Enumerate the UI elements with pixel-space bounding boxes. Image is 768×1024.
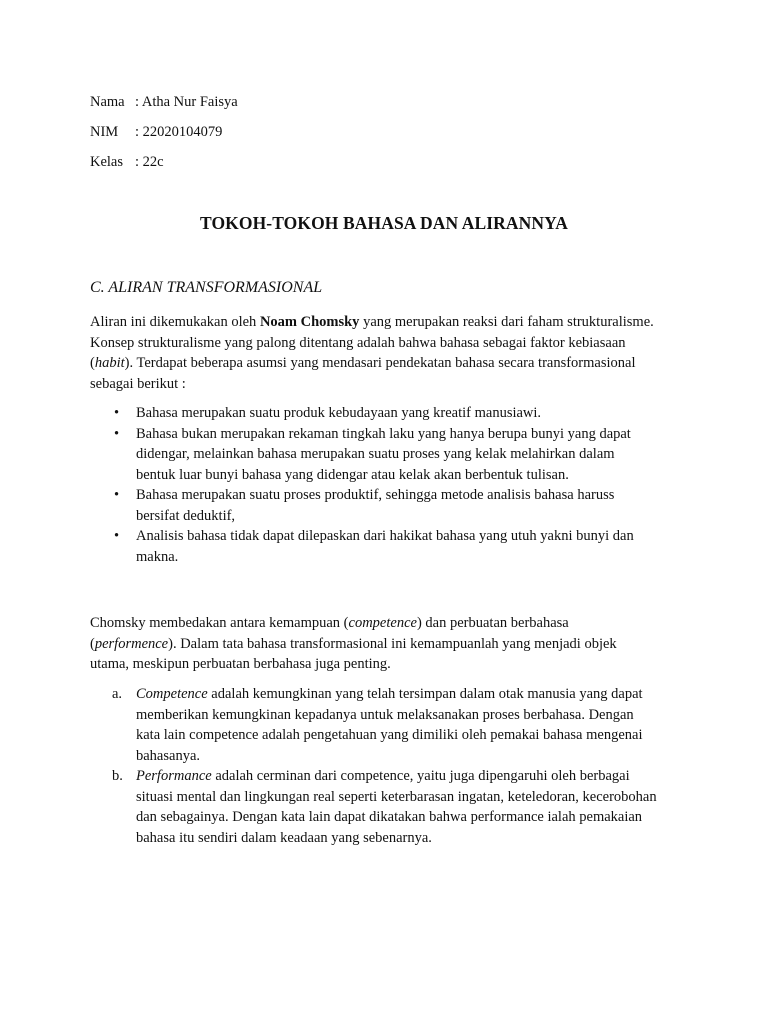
student-info	[90, 92, 238, 182]
bullet-icon: •	[114, 528, 120, 544]
intro-text: (	[90, 355, 95, 371]
definition-text: adalah cerminan dari competence, yaitu juga dipengaruhi oleh berbagai	[211, 768, 630, 784]
list-item-line: memberikan kemungkinan kepadanya untuk melaksanakan proses berbahasa. Dengan	[136, 706, 634, 723]
intro-line-4: sebagai berikut :	[90, 375, 186, 392]
nim-row	[90, 122, 238, 152]
nim-value: : 22020104079	[135, 124, 223, 140]
competence-paragraph	[90, 613, 690, 675]
list-item-line: bersifat deduktif,	[136, 507, 236, 524]
name-row	[90, 92, 238, 122]
definition-term: Competence	[136, 686, 208, 702]
list-item-line: situasi mental dan lingkungan real seperti keterbarasan ingatan, keteledoran, kecerobohan	[136, 788, 657, 805]
list-item	[90, 424, 690, 486]
name-value: : Atha Nur Faisya	[135, 94, 238, 110]
competence-term: competence	[348, 615, 417, 631]
list-marker: b.	[112, 768, 123, 784]
document-title: TOKOH-TOKOH BAHASA DAN ALIRANNYA	[199, 213, 569, 233]
definition-term: Performance	[136, 768, 212, 784]
list-item-line: makna.	[136, 548, 179, 565]
bullet-icon: •	[114, 487, 120, 503]
list-item-line: bahasa itu sendiri dalam keadaan yang sebenarnya.	[136, 829, 432, 846]
list-item-line: dan sebagainya. Dengan kata lain dapat dikatakan bahwa performance ialah pemakaian	[136, 809, 643, 825]
habit-term: habit	[94, 355, 125, 371]
list-item	[90, 766, 690, 848]
intro-line-1	[90, 312, 690, 333]
definition-text: adalah kemungkinan yang telah tersimpan dalam otak manusia yang dapat	[207, 686, 643, 702]
chomsky-name: Noam Chomsky	[259, 314, 360, 330]
kelas-row	[90, 152, 238, 182]
intro-line-3	[90, 353, 690, 374]
list-item-line: Bahasa merupakan suatu proses produktif, sehingga metode analisis bahasa haruss	[136, 487, 615, 503]
list-item-line: bahasanya.	[136, 747, 201, 764]
para2-line-1	[90, 613, 690, 634]
para2-line-3: utama, meskipun perbuatan berbahasa juga penting.	[90, 656, 391, 672]
nim-label: NIM	[90, 124, 119, 140]
list-item	[90, 485, 690, 526]
intro-text: ). Terdapat beberapa asumsi yang mendasari pendekatan bahasa secara transformasional	[124, 355, 636, 371]
bullet-icon: •	[114, 405, 120, 421]
para2-text: Chomsky membedakan antara kemampuan (	[90, 615, 349, 631]
intro-text: yang merupakan reaksi dari faham strukturalisme.	[359, 314, 654, 330]
section-heading: C. ALIRAN TRANSFORMASIONAL	[90, 279, 323, 296]
kelas-label: Kelas	[90, 154, 124, 170]
para2-text: (	[90, 635, 95, 652]
assumption-list	[90, 403, 690, 567]
list-item-line: Bahasa merupakan suatu produk kebudayaan yang kreatif manusiawi.	[136, 405, 542, 421]
list-item-line: Bahasa bukan merupakan rekaman tingkah laku yang hanya berupa bunyi yang dapat	[136, 425, 631, 442]
para2-text: ) dan perbuatan berbahasa	[416, 615, 569, 631]
list-item-line: Analisis bahasa tidak dapat dilepaskan dari hakikat bahasa yang utuh yakni bunyi dan	[136, 528, 634, 544]
bullet-icon: •	[114, 425, 120, 442]
list-item	[90, 403, 690, 424]
intro-line-2: Konsep strukturalisme yang palong ditentang adalah bahwa bahasa sebagai faktor kebiasaan	[90, 334, 626, 351]
definition-list	[90, 684, 690, 848]
list-item-line: kata lain competence adalah pengetahuan yang dimiliki oleh pemakai bahasa mengenai	[136, 727, 643, 743]
list-item	[90, 526, 690, 567]
performence-term: performence	[94, 635, 169, 652]
list-item-line	[136, 684, 690, 705]
para2-line-2	[90, 634, 690, 655]
list-item-line: didengar, melainkan bahasa merupakan suatu proses yang kelak melahirkan dalam	[136, 446, 615, 462]
list-item-line	[136, 766, 690, 787]
list-marker: a.	[112, 686, 123, 702]
intro-paragraph	[90, 312, 690, 394]
kelas-value: : 22c	[135, 154, 164, 170]
name-label: Nama	[90, 94, 125, 110]
para2-text: ). Dalam tata bahasa transformasional ini kemampuanlah yang menjadi objek	[168, 635, 617, 652]
list-item-line: bentuk luar bunyi bahasa yang didengar atau kelak akan berbentuk tulisan.	[136, 466, 569, 483]
list-item	[90, 684, 690, 766]
intro-text: Aliran ini dikemukakan oleh	[90, 314, 260, 330]
